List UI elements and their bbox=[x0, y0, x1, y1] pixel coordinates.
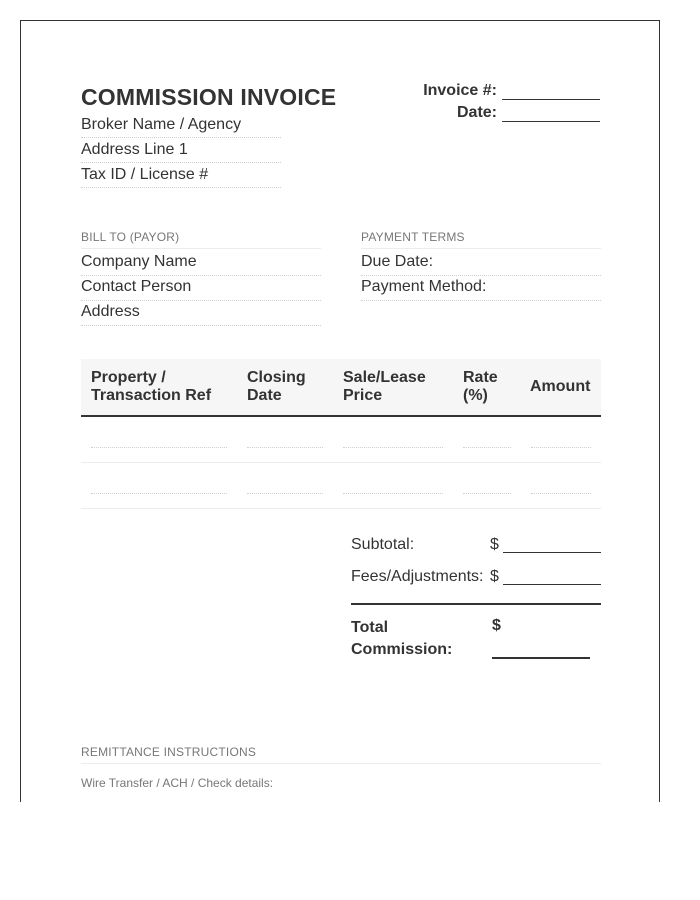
subtotal-field[interactable] bbox=[503, 552, 601, 553]
contact-person-field[interactable]: Contact Person bbox=[81, 276, 321, 301]
rate-cell-field[interactable] bbox=[463, 447, 511, 448]
column-header-rate-line1: Rate bbox=[463, 369, 498, 386]
subtotal-currency: $ bbox=[490, 536, 499, 553]
column-header-price-line1: Sale/Lease bbox=[343, 369, 426, 386]
payment-terms-heading: PAYMENT TERMS bbox=[361, 230, 601, 249]
remittance-details[interactable]: Wire Transfer / ACH / Check details: bbox=[81, 776, 274, 790]
fees-adjustments-field[interactable] bbox=[503, 584, 601, 585]
total-commission-field[interactable] bbox=[492, 657, 590, 659]
closing-date-cell-field[interactable] bbox=[247, 493, 323, 494]
fees-currency: $ bbox=[490, 568, 499, 585]
subtotal-label: Subtotal: bbox=[351, 536, 415, 553]
bill-to-heading: BILL TO (PAYOR) bbox=[81, 230, 321, 249]
company-name-field[interactable]: Company Name bbox=[81, 251, 321, 276]
due-date-field[interactable]: Due Date: bbox=[361, 251, 601, 276]
column-header-rate bbox=[463, 369, 498, 405]
invoice-date-label: Date: bbox=[456, 104, 497, 121]
column-header-amount-line1: Amount bbox=[530, 378, 591, 395]
line-items-header bbox=[81, 359, 601, 417]
broker-name-field[interactable]: Broker Name / Agency bbox=[81, 114, 281, 138]
table-row bbox=[81, 463, 601, 509]
invoice-number-label: Invoice #: bbox=[423, 82, 497, 99]
invoice-title: COMMISSION INVOICE bbox=[81, 84, 337, 110]
remittance-heading: REMITTANCE INSTRUCTIONS bbox=[81, 745, 601, 764]
total-commission-label bbox=[351, 617, 461, 661]
column-header-closing-date-line2: Date bbox=[247, 387, 282, 404]
column-header-property bbox=[91, 369, 211, 405]
column-header-price-line2: Price bbox=[343, 387, 383, 404]
invoice-number-row bbox=[423, 82, 600, 100]
tax-id-field[interactable]: Tax ID / License # bbox=[81, 164, 281, 188]
column-header-property-line2: Transaction Ref bbox=[91, 387, 212, 404]
column-header-property-line1: Property / bbox=[91, 369, 166, 386]
total-divider bbox=[351, 603, 601, 605]
invoice-number-field[interactable] bbox=[502, 82, 600, 100]
column-header-closing-date-line1: Closing bbox=[247, 369, 306, 386]
rate-cell-field[interactable] bbox=[463, 493, 511, 494]
column-header-price bbox=[343, 369, 426, 405]
column-header-closing-date bbox=[247, 369, 306, 405]
invoice-date-field[interactable] bbox=[502, 104, 600, 122]
column-header-amount bbox=[530, 378, 590, 396]
payor-address-field[interactable]: Address bbox=[81, 301, 321, 326]
amount-cell-field[interactable] bbox=[531, 447, 591, 448]
property-cell-field[interactable] bbox=[91, 447, 227, 448]
property-cell-field[interactable] bbox=[91, 493, 227, 494]
address-line-field[interactable]: Address Line 1 bbox=[81, 139, 281, 163]
amount-cell-field[interactable] bbox=[531, 493, 591, 494]
table-row bbox=[81, 417, 601, 463]
price-cell-field[interactable] bbox=[343, 447, 443, 448]
invoice-page bbox=[20, 20, 660, 802]
invoice-date-row bbox=[457, 104, 600, 122]
total-commission-label-line2: Commission: bbox=[351, 641, 453, 658]
fees-adjustments-label: Fees/Adjustments: bbox=[351, 568, 484, 585]
price-cell-field[interactable] bbox=[343, 493, 443, 494]
closing-date-cell-field[interactable] bbox=[247, 447, 323, 448]
total-currency: $ bbox=[492, 617, 501, 634]
column-header-rate-line2: (%) bbox=[463, 387, 488, 404]
total-commission-label-line1: Total bbox=[351, 619, 389, 636]
payment-method-field[interactable]: Payment Method: bbox=[361, 276, 601, 301]
